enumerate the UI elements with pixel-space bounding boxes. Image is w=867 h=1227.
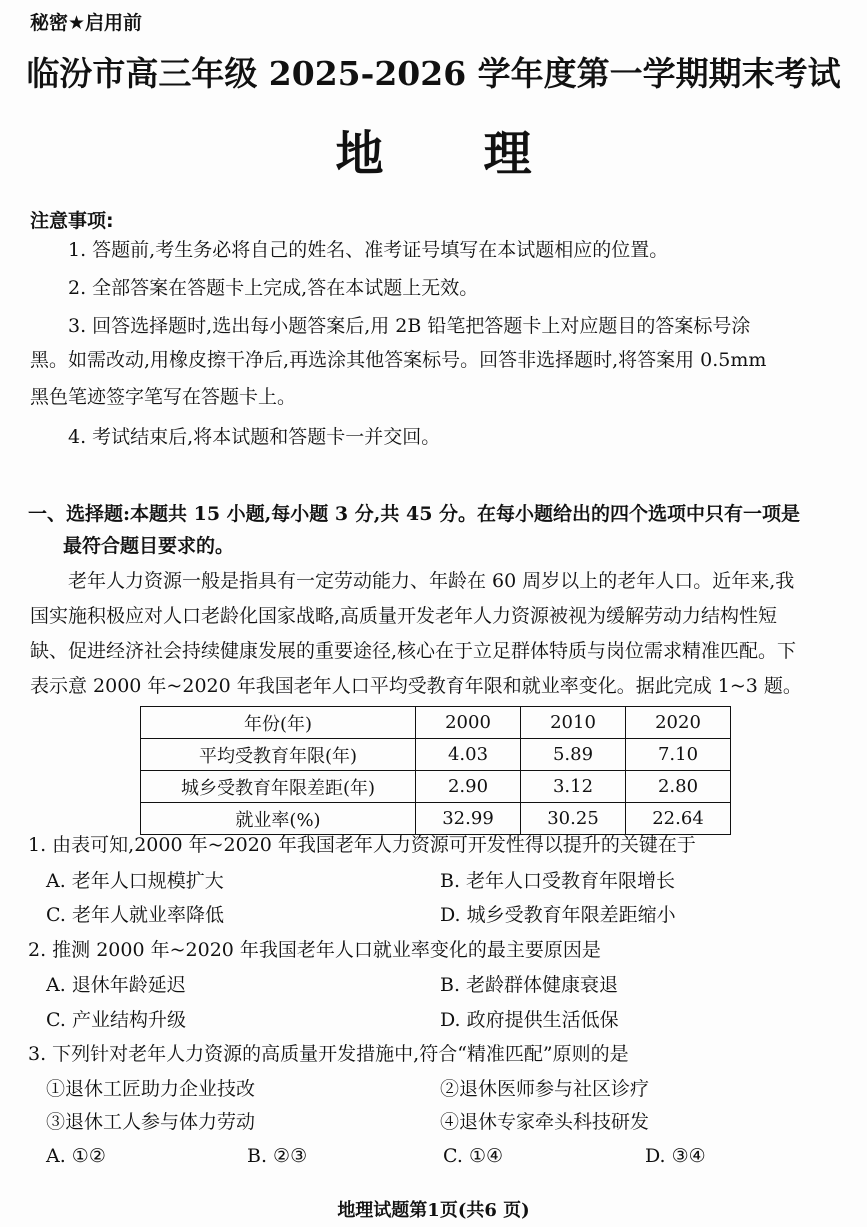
table-header-row <box>141 707 731 739</box>
answer-option: B. ②③ <box>247 1145 308 1167</box>
table-row <box>141 771 731 803</box>
statement-item: ④退休专家牵头科技研发 <box>440 1111 650 1133</box>
table-cell: 2.80 <box>626 771 731 803</box>
answer-option: C. 老年人就业率降低 <box>46 904 224 926</box>
page-footer: 地理试题第1页(共6 页) <box>337 1200 530 1221</box>
question-stem: 1. 由表可知,2000 年~2020 年我国老年人力资源可开发性得以提升的关键在于 <box>28 834 696 856</box>
table-cell: 平均受教育年限(年) <box>141 739 416 771</box>
statement-item: ②退休医师参与社区诊疗 <box>440 1078 650 1100</box>
passage-line: 表示意 2000 年~2020 年我国老年人口平均受教育年限和就业率变化。据此完成 1~3 题。 <box>30 675 802 697</box>
passage-line: 缺、促进经济社会持续健康发展的重要途径,核心在于立足群体特质与岗位需求精准匹配。下 <box>30 640 797 662</box>
data-table <box>140 706 731 835</box>
statement-item: ①退休工匠助力企业技改 <box>46 1078 256 1100</box>
confidential-mark: 秘密★启用前 <box>30 12 143 34</box>
passage-line: 老年人力资源一般是指具有一定劳动能力、年龄在 60 周岁以上的老年人口。近年来,我 <box>68 570 795 592</box>
table-cell: 32.99 <box>416 803 521 835</box>
subject-title: 地理 <box>335 126 632 182</box>
table-cell: 7.10 <box>626 739 731 771</box>
answer-option: C. 产业结构升级 <box>46 1009 186 1031</box>
notice-item: 黑色笔迹签字笔写在答题卡上。 <box>30 386 297 408</box>
answer-option: A. 老年人口规模扩大 <box>46 870 224 892</box>
notice-item: 2. 全部答案在答题卡上完成,答在本试题上无效。 <box>68 277 479 299</box>
table-cell: 3.12 <box>521 771 626 803</box>
table-cell: 2010 <box>521 707 626 739</box>
table-cell: 就业率(%) <box>141 803 416 835</box>
notice-item: 3. 回答选择题时,选出每小题答案后,用 2B 铅笔把答题卡上对应题目的答案标号涂 <box>68 315 751 337</box>
question-stem: 2. 推测 2000 年~2020 年我国老年人口就业率变化的最主要原因是 <box>28 939 601 961</box>
answer-option: D. 政府提供生活低保 <box>440 1009 619 1031</box>
table-cell: 2.90 <box>416 771 521 803</box>
table-row <box>141 803 731 835</box>
notice-heading: 注意事项: <box>30 210 114 232</box>
section-heading: 一、选择题:本题共 15 小题,每小题 3 分,共 45 分。在每小题给出的四个选项中只有一项是 <box>28 503 801 525</box>
statement-item: ③退休工人参与体力劳动 <box>46 1111 256 1133</box>
answer-option: C. ①④ <box>443 1145 504 1167</box>
notice-item: 黑。如需改动,用橡皮擦干净后,再选涂其他答案标号。回答非选择题时,将答案用 0.5mm <box>30 349 767 371</box>
question-stem: 3. 下列针对老年人力资源的高质量开发措施中,符合“精准匹配”原则的是 <box>28 1043 629 1065</box>
exam-title: 临汾市高三年级 2025-2026 学年度第一学期期末考试 <box>26 54 841 93</box>
answer-option: B. 老年人口受教育年限增长 <box>440 870 676 892</box>
table-cell: 2020 <box>626 707 731 739</box>
passage-line: 国实施积极应对人口老龄化国家战略,高质量开发老年人力资源被视为缓解劳动力结构性短 <box>30 605 778 627</box>
table-cell: 4.03 <box>416 739 521 771</box>
section-heading-cont: 最符合题目要求的。 <box>63 535 235 557</box>
table-cell: 22.64 <box>626 803 731 835</box>
answer-option: A. 退休年龄延迟 <box>46 974 186 996</box>
answer-option: D. 城乡受教育年限差距缩小 <box>440 904 676 926</box>
table-row <box>141 739 731 771</box>
notice-item: 1. 答题前,考生务必将自己的姓名、准考证号填写在本试题相应的位置。 <box>68 239 669 261</box>
table-cell: 30.25 <box>521 803 626 835</box>
table-cell: 年份(年) <box>141 707 416 739</box>
answer-option: D. ③④ <box>645 1145 706 1167</box>
answer-option: B. 老龄群体健康衰退 <box>440 974 619 996</box>
table-cell: 5.89 <box>521 739 626 771</box>
answer-option: A. ①② <box>46 1145 106 1167</box>
table-cell: 2000 <box>416 707 521 739</box>
notice-item: 4. 考试结束后,将本试题和答题卡一并交回。 <box>68 426 441 448</box>
table-cell: 城乡受教育年限差距(年) <box>141 771 416 803</box>
